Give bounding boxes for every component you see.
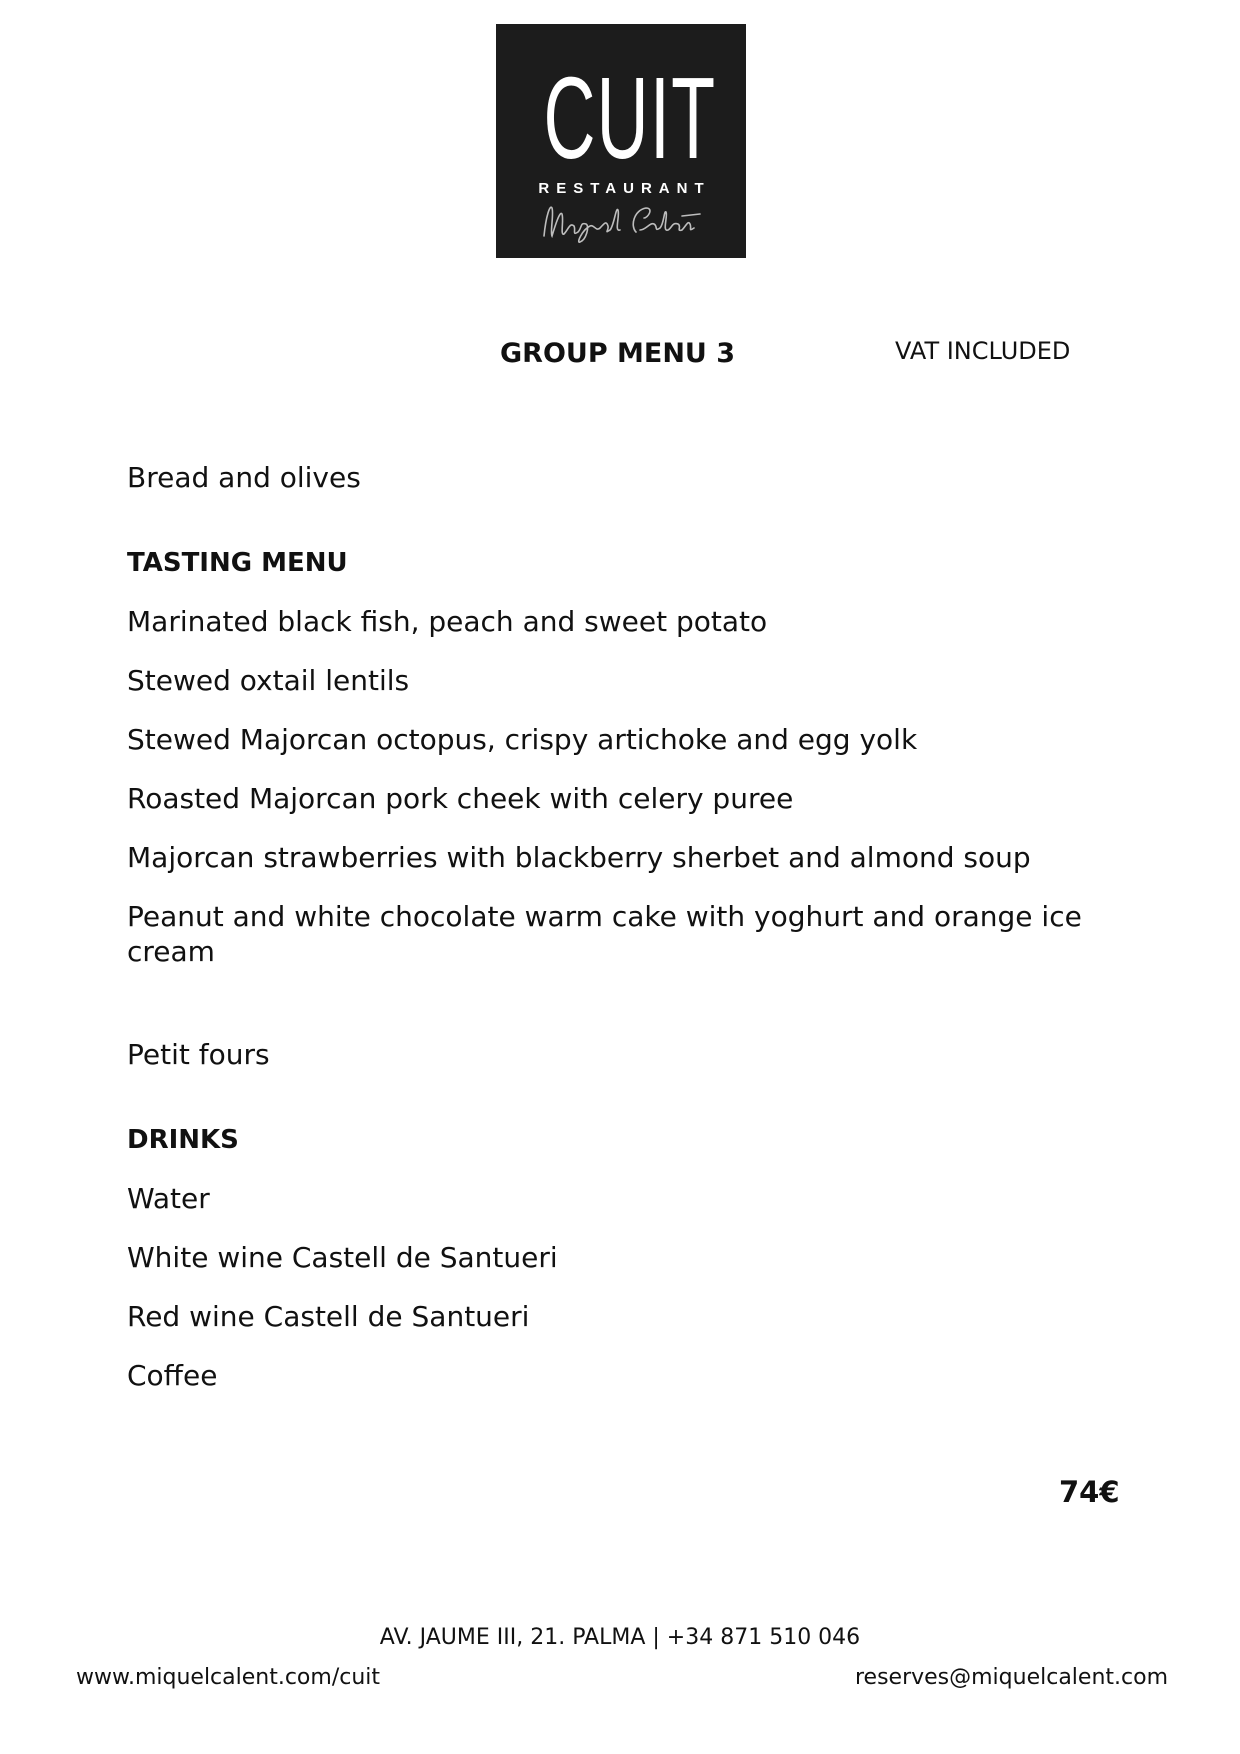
starter-item: Bread and olives (127, 461, 361, 494)
email-link[interactable]: reserves@miquelcalent.com (854, 1665, 1168, 1690)
website-link[interactable]: www.miquelcalent.com/cuit (76, 1665, 381, 1690)
tasting-item: Majorcan strawberries with blackberry sherbet and almond soup (127, 841, 1031, 874)
logo-subtitle: RESTAURANT (538, 180, 711, 197)
tasting-menu-heading: TASTING MENU (127, 548, 348, 578)
petit-fours-item: Petit fours (127, 1038, 270, 1071)
tasting-item: Stewed oxtail lentils (127, 664, 410, 697)
signature-icon (536, 196, 706, 248)
restaurant-logo (496, 24, 746, 258)
vat-note: VAT INCLUDED (895, 337, 1071, 365)
logo-wordmark: CUIT (543, 53, 717, 183)
tasting-item: Roasted Majorcan pork cheek with celery puree (127, 782, 794, 815)
drinks-item: Water (127, 1182, 210, 1215)
menu-price: 74€ (1059, 1475, 1120, 1509)
menu-content (127, 460, 1117, 1393)
tasting-item: Stewed Majorcan octopus, crispy artichoke and egg yolk (127, 723, 918, 756)
tasting-item: Peanut and white chocolate warm cake with yoghurt and orange ice cream (127, 900, 1082, 968)
drinks-item: White wine Castell de Santueri (127, 1241, 558, 1274)
menu-title: GROUP MENU 3 (500, 338, 736, 369)
footer-address: AV. JAUME III, 21. PALMA | +34 871 510 046 (379, 1625, 861, 1650)
drinks-heading: DRINKS (127, 1125, 239, 1155)
drinks-item: Coffee (127, 1359, 218, 1392)
drinks-item: Red wine Castell de Santueri (127, 1300, 530, 1333)
tasting-item: Marinated black fish, peach and sweet potato (127, 605, 768, 638)
